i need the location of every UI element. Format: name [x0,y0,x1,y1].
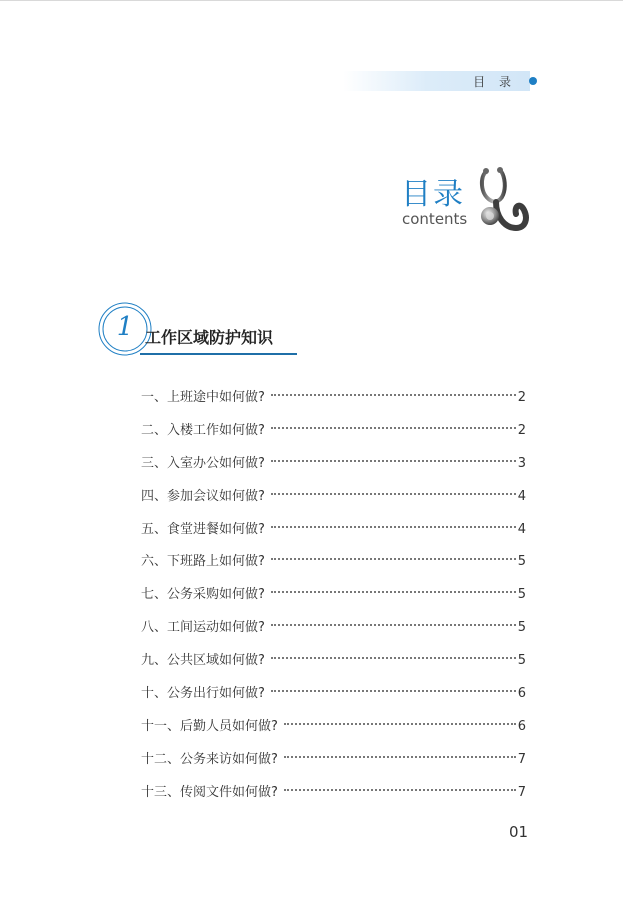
dot-leader [271,558,516,560]
section-underline [140,353,297,355]
top-rule [0,0,623,1]
dot-leader [284,789,516,791]
table-of-contents [141,388,526,816]
toc-entry[interactable] [141,388,526,421]
toc-entry-page: 4 [517,488,526,504]
toc-entry-page: 5 [517,653,526,669]
toc-entry-page: 7 [517,784,526,800]
toc-entry-title: 一、上班途中如何做? [141,390,265,405]
toc-entry-title: 七、公务采购如何做? [141,587,265,603]
dot-leader [271,427,516,429]
dot-leader [271,394,516,396]
toc-entry-page: 2 [517,422,526,438]
toc-entry-title: 八、工间运动如何做? [141,620,265,636]
toc-entry-page: 5 [517,587,526,603]
dot-icon [529,77,537,85]
dot-leader [271,657,516,659]
toc-entry-page: 7 [517,751,526,767]
toc-entry[interactable] [141,552,526,585]
stethoscope-icon [474,166,530,236]
toc-entry[interactable] [141,783,526,816]
toc-entry[interactable] [141,717,526,750]
toc-entry[interactable] [141,487,526,520]
dot-leader [271,624,516,626]
toc-entry[interactable] [141,651,526,684]
dot-leader [271,591,516,593]
toc-entry[interactable] [141,618,526,651]
section-title: 工作区域防护知识 [145,328,274,347]
section-number: 1 [116,312,134,342]
toc-entry-title: 三、入室办公如何做? [141,455,265,471]
page-number: 01 [509,823,529,841]
page-subtitle: contents [402,210,468,228]
toc-entry-page: 3 [517,455,526,471]
toc-entry[interactable] [141,421,526,454]
toc-entry-title: 五、食堂进餐如何做? [141,521,265,537]
toc-entry-page: 4 [517,521,526,537]
dot-leader [284,723,516,725]
toc-entry[interactable] [141,684,526,717]
toc-entry-title: 二、入楼工作如何做? [141,422,265,438]
toc-entry-title: 十三、传阅文件如何做? [141,784,278,800]
toc-entry[interactable] [141,585,526,618]
toc-entry-title: 十一、后勤人员如何做? [141,718,278,734]
toc-entry-page: 2 [517,390,526,405]
dot-leader [271,690,516,692]
toc-entry[interactable] [141,520,526,553]
toc-entry-page: 5 [517,554,526,570]
dot-leader [271,460,516,462]
page-title: 目录 [401,177,465,212]
toc-entry[interactable] [141,750,526,783]
toc-entry-page: 5 [517,620,526,636]
toc-entry-title: 十、公务出行如何做? [141,686,265,702]
dot-leader [271,526,516,528]
toc-entry-title: 六、下班路上如何做? [141,554,265,570]
dot-leader [271,493,516,495]
toc-entry-title: 九、公共区域如何做? [141,653,265,669]
running-header [343,71,530,91]
toc-entry[interactable] [141,454,526,487]
dot-leader [284,756,516,758]
running-header-text: 目 录 [473,75,516,89]
toc-entry-page: 6 [517,718,526,734]
toc-entry-page: 6 [517,686,526,702]
toc-entry-title: 十二、公务来访如何做? [141,751,278,767]
toc-entry-title: 四、参加会议如何做? [141,488,265,504]
